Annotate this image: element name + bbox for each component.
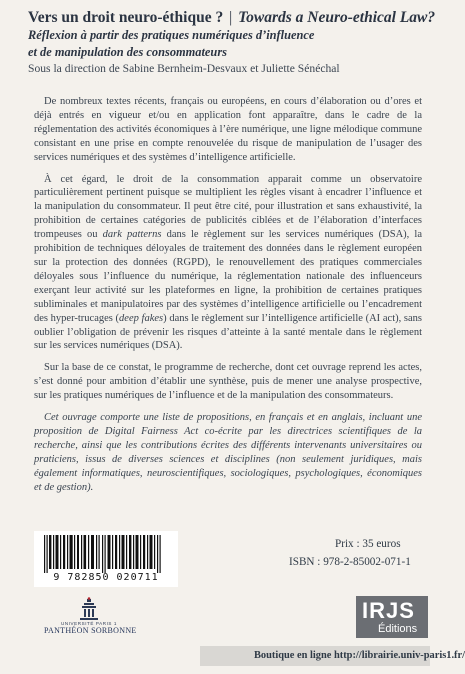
barcode-digits: 9 782850 020711 (53, 572, 159, 583)
publisher-label: Éditions (378, 623, 418, 635)
university-name: PANTHÉON SORBONNE (44, 626, 137, 635)
university-crest-icon (44, 597, 134, 621)
barcode (34, 531, 178, 587)
editors-line: Sous la direction de Sabine Bernheim-Desvaux et Juliette Sénéchal (28, 62, 340, 75)
paragraph-1: De nombreux textes récents, français ou européens, en cours d’élaboration ou d’ores et déjà entrés en vigueur et/ou en application font apparaître, dans le cadre de la réglementation des activités économiques à l’ère numérique, une ligne mélodique commune consistant en une prise en compte renouvelée du risque de manipulation de l’usager des services numériques et des systèmes d’intelligence artificielle. (34, 96, 422, 163)
header (28, 8, 436, 77)
paragraph-2 (34, 173, 422, 354)
isbn: ISBN : 978-2-85002-071-1 (289, 556, 411, 568)
subtitle-line-2: et de manipulation des consommateurs (28, 45, 227, 59)
publisher-logo (356, 596, 428, 638)
title-english: Towards a Neuro-ethical Law? (238, 9, 436, 26)
online-shop (254, 650, 465, 661)
paragraph-2-part-c: ) dans le règlement sur l’intelligence artificielle (AI act), sans oublier l’obligation de prévenir les risques d’atteinte à la santé mentale dans le règlement sur les services numériques (DSA). (34, 312, 422, 352)
paragraph-2-part-a: À cet égard, le droit de la consommation apparait comme un observatoire particulièrement pertinent puisque se multiplient les règles visant à encadrer l’influence et la manipulation du consommateur. Il peut être cité, pour illustration et sans exhaustivité, la prohibition de certaines catégories de publicités ciblées et de l’élaboration d’interfaces trompeuses ou (34, 173, 422, 241)
title-french: Vers un droit neuro-éthique ? (28, 9, 224, 26)
publisher-logo-text: IRJS (362, 598, 415, 623)
back-cover-text (34, 95, 422, 502)
price: Prix : 35 euros (335, 538, 401, 550)
term-deep-fakes: deep fakes (119, 312, 164, 324)
paragraph-3: Sur la base de ce constat, le programme de recherche, dont cet ouvrage reprend les actes, s’est donné pour ambition d’établir une synthèse, puis de mener une analyse prospective, sur les pratiques numériques de l’influence et de la manipulation des consommateurs. (34, 362, 422, 402)
subtitle-line-1: Réflexion à partir des pratiques numériques d’influence (28, 28, 315, 42)
title-separator: | (229, 9, 233, 26)
online-shop-label: Boutique en ligne (254, 650, 332, 661)
paragraph-4: Cet ouvrage comporte une liste de propositions, en français et en anglais, incluant une proposition de Digital Fairness Act co-écrite par les directrices scientifiques de la recherche, ainsi que les contributions écrites des différents intervenants universitaires ou praticiens, issus de diverses sciences et disciplines (non seulement juridiques, mais également informatiques, neuroscientifiques, sociologiques, psychologiques, économiques et de gestion). (34, 412, 422, 493)
barcode-bars-icon (40, 535, 172, 573)
paragraph-2-part-b: dans le règlement sur les services numériques (DSA), la prohibition de techniques déloyales de traitement des données dans le règlement européen sur la protection des données (RGPD), le renouvellement des pratiques commerciales déloyales sous l’influence du numérique, la réglementation nationale des influenceurs exerçant leur activité sur les plateformes en ligne, la prohibition de certaines pratiques subliminales et manipulatoires par des systèmes d’intelligence artificielle ou l’encadrement des hyper-trucages ( (34, 229, 422, 324)
book-title (28, 8, 436, 27)
university-top-line: UNIVERSITÉ PARIS 1 (61, 621, 117, 626)
term-dark-patterns: dark patterns (102, 229, 162, 241)
online-shop-url[interactable]: http://librairie.univ-paris1.fr/ (333, 650, 465, 661)
university-logo (44, 597, 137, 635)
